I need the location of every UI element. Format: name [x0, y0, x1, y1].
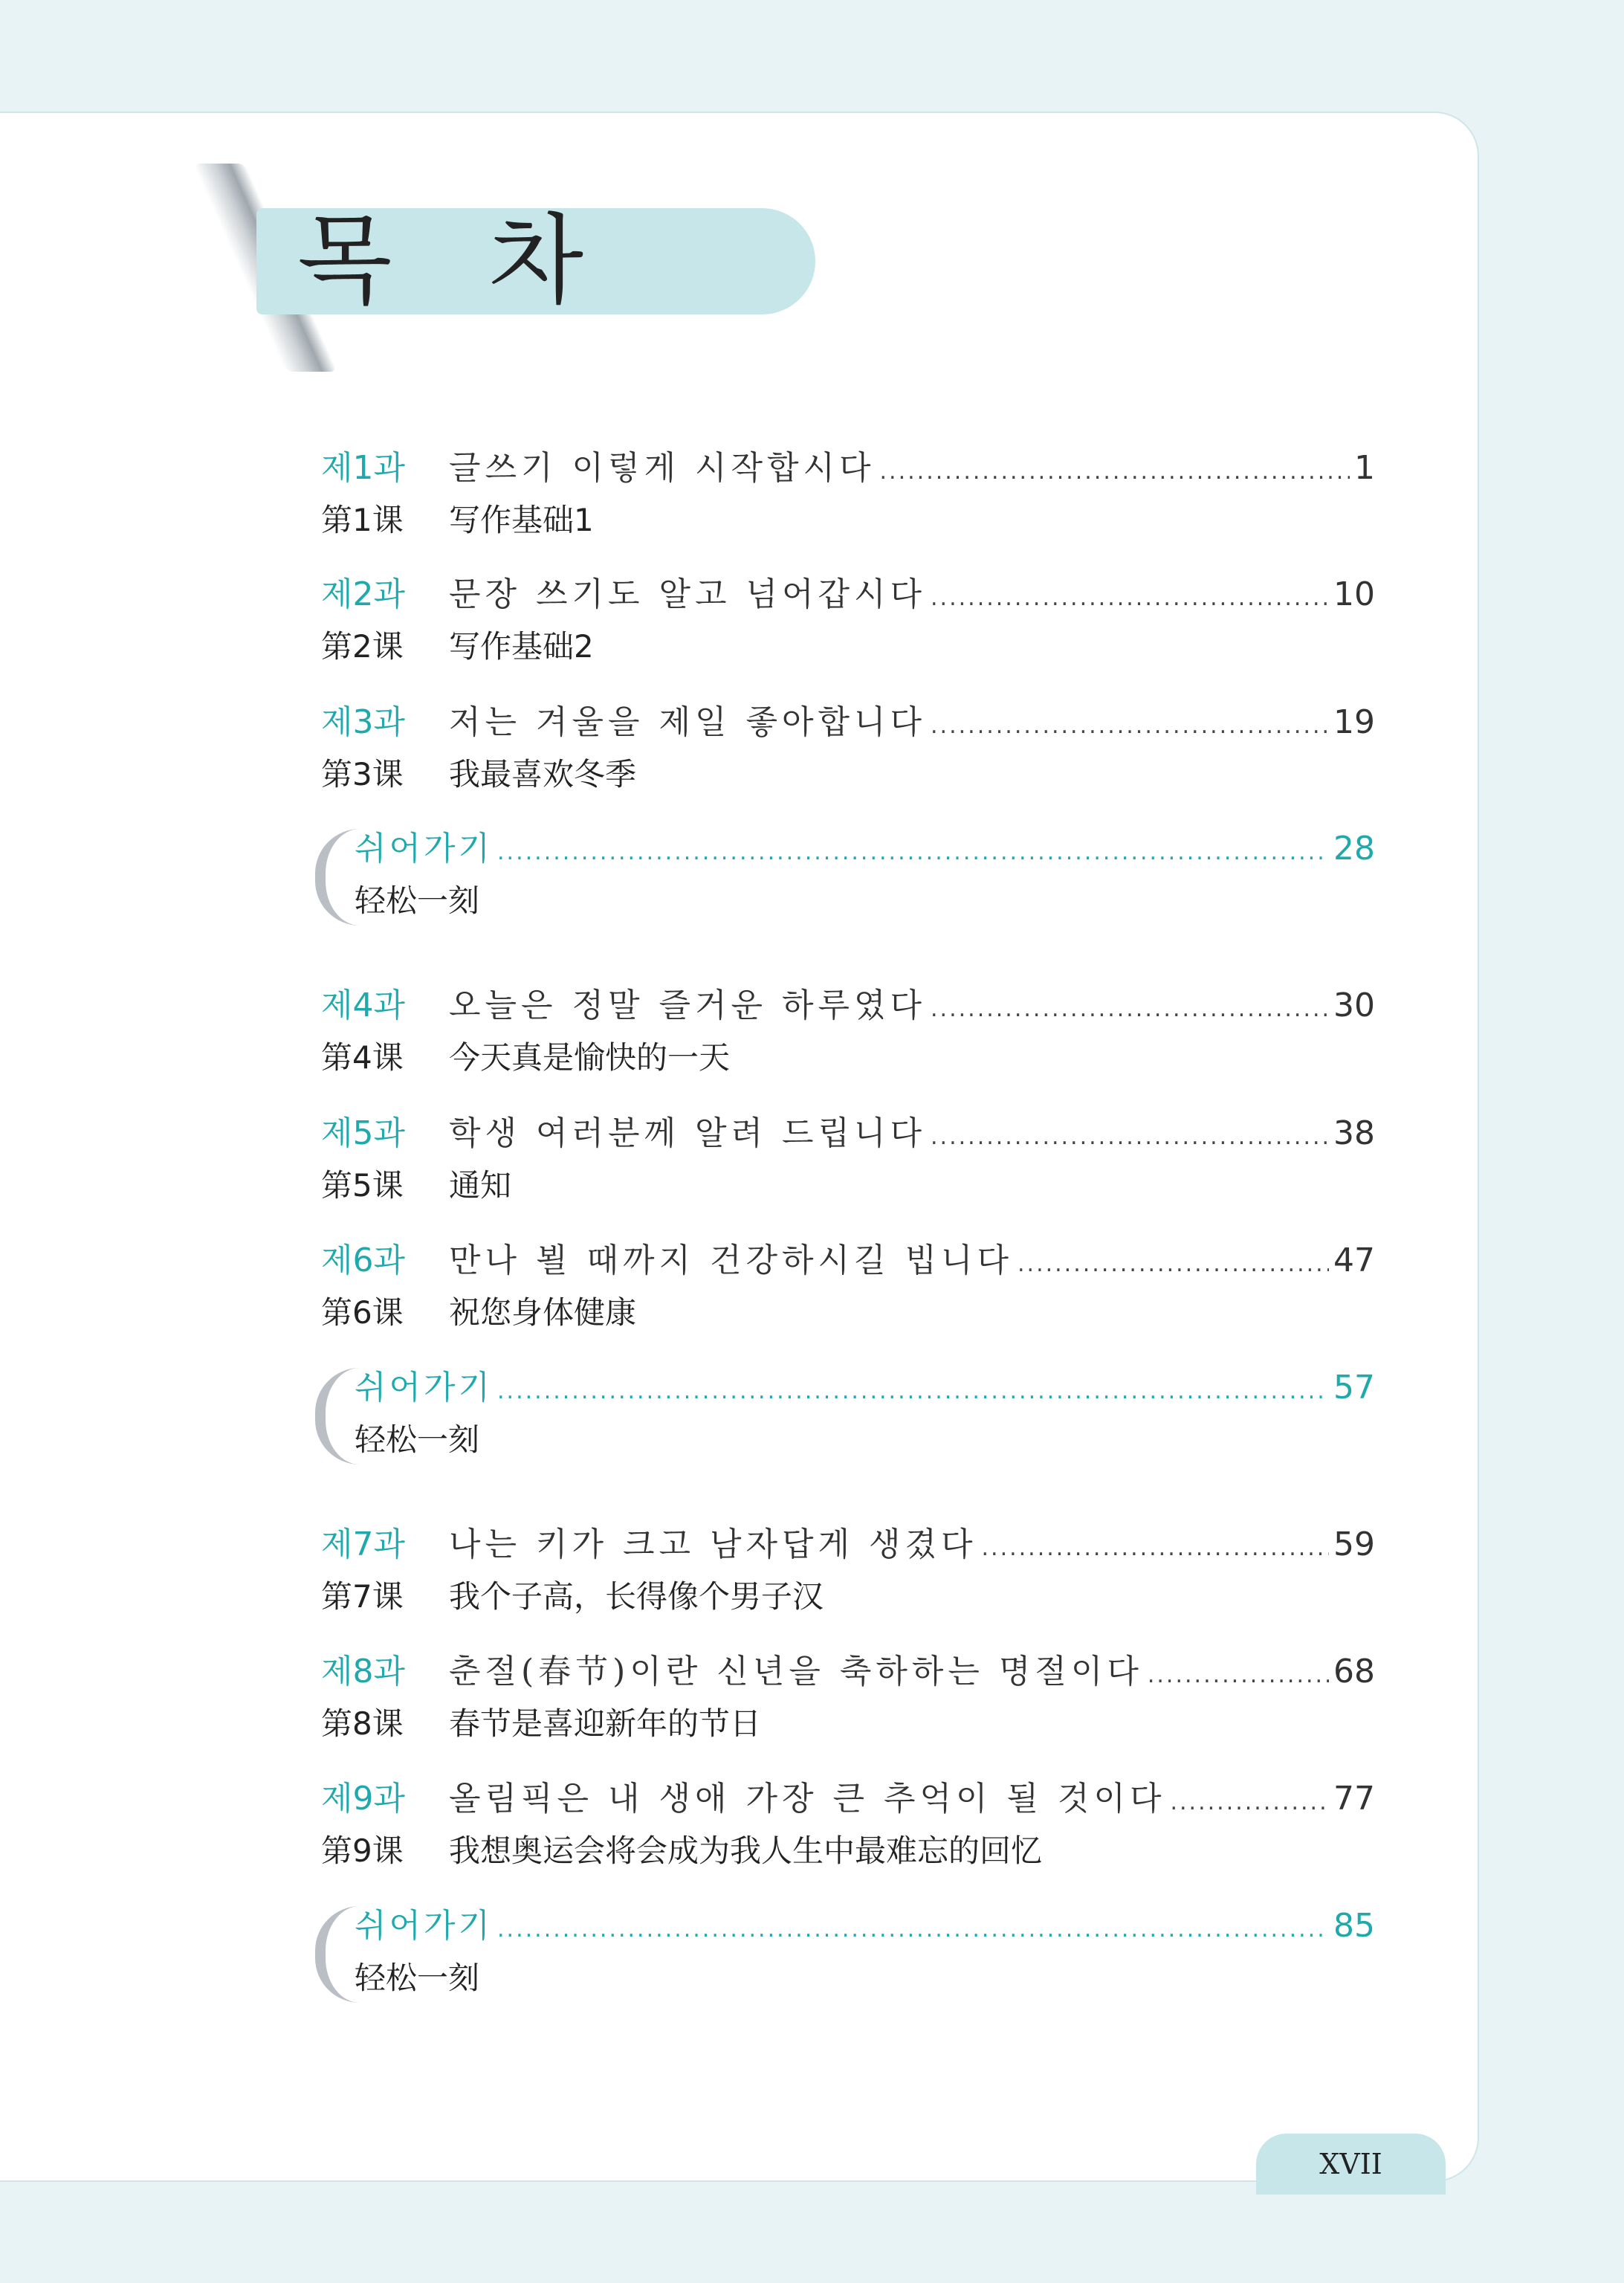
footer-page-number: XVII: [1319, 2148, 1382, 2180]
lesson-number-ko: 제1과: [321, 449, 406, 487]
lesson-title-ko: 글쓰기 이렇게 시작합시다: [449, 449, 876, 487]
toc-row-ko: [321, 1235, 1375, 1287]
lesson-number-zh: 第8课: [321, 1705, 404, 1742]
lesson-number-ko: 제3과: [321, 703, 406, 741]
lesson-number-zh: 第9课: [321, 1832, 404, 1869]
dot-leader: [931, 984, 1329, 1036]
toc-row-ko: [321, 1519, 1375, 1571]
page-number: 28: [1333, 830, 1375, 868]
lesson-number-zh: 第1课: [321, 502, 404, 538]
break-title-zh: 轻松一刻: [355, 1421, 480, 1458]
toc-row-zh: [321, 1032, 1375, 1084]
lesson-number-ko: 제5과: [321, 1114, 406, 1152]
break-title-ko: 쉬어가기: [355, 1907, 494, 1945]
dot-leader: [931, 700, 1329, 752]
lesson-title-zh: 今天真是愉快的一天: [449, 1039, 731, 1076]
toc-row-zh: [321, 1160, 1375, 1212]
dot-leader: [1018, 1239, 1329, 1291]
page-number: 47: [1333, 1241, 1375, 1279]
toc-row-zh: [321, 875, 1375, 927]
toc-entry-break-1[interactable]: [321, 823, 1375, 927]
page-number: 30: [1333, 986, 1375, 1024]
lesson-title-ko: 오늘은 정말 즐거운 하루였다: [449, 986, 927, 1024]
toc-row-ko: [321, 823, 1375, 875]
break-title-zh: 轻松一刻: [355, 1960, 480, 1996]
lesson-title-zh: 我最喜欢冬季: [449, 756, 637, 792]
toc-row-ko: [321, 697, 1375, 749]
lesson-title-ko: 저는 겨울을 제일 좋아합니다: [449, 703, 927, 741]
toc-row-ko: [321, 1362, 1375, 1414]
toc-row-ko: [321, 569, 1375, 621]
dot-leader: [497, 827, 1329, 879]
toc-row-zh: [321, 494, 1375, 546]
toc-row-zh: [321, 1571, 1375, 1623]
toc-row-ko: [321, 1108, 1375, 1160]
dot-leader: [931, 572, 1329, 624]
toc-entry-lesson-1[interactable]: [321, 442, 1375, 546]
dot-leader: [497, 1366, 1329, 1418]
break-title-ko: 쉬어가기: [355, 1369, 494, 1407]
lesson-title-ko: 문장 쓰기도 알고 넘어갑시다: [449, 575, 927, 613]
lesson-number-zh: 第3课: [321, 756, 404, 792]
toc-entry-lesson-5[interactable]: [321, 1108, 1375, 1212]
lesson-title-ko: 올림픽은 내 생애 가장 큰 추억이 될 것이다: [449, 1780, 1166, 1818]
toc-row-zh: [321, 1287, 1375, 1339]
toc-row-ko: [321, 1900, 1375, 1952]
page-number: 85: [1333, 1907, 1375, 1945]
page-number: 38: [1333, 1114, 1375, 1152]
page-number: 10: [1333, 575, 1375, 613]
dot-leader: [880, 446, 1350, 498]
lesson-number-ko: 제6과: [321, 1241, 406, 1279]
page-number: 68: [1333, 1653, 1375, 1691]
lesson-title-zh: 通知: [449, 1167, 512, 1204]
lesson-title-ko: 만나 뵐 때까지 건강하시길 빕니다: [449, 1241, 1013, 1279]
toc-row-ko: [321, 1773, 1375, 1825]
toc-entry-lesson-3[interactable]: [321, 697, 1375, 801]
lesson-number-zh: 第5课: [321, 1167, 404, 1204]
toc-row-zh: [321, 1698, 1375, 1750]
lesson-number-ko: 제2과: [321, 575, 406, 613]
lesson-title-ko: 춘절(春节)이란 신년을 축하하는 명절이다: [449, 1653, 1143, 1691]
toc-row-zh: [321, 1825, 1375, 1877]
lesson-number-zh: 第7课: [321, 1578, 404, 1615]
page-number: 1: [1354, 449, 1375, 487]
toc-entry-break-3[interactable]: [321, 1900, 1375, 2004]
toc-entry-lesson-2[interactable]: [321, 569, 1375, 673]
page-number: 57: [1333, 1369, 1375, 1407]
page-title: 목 차: [297, 204, 616, 318]
lesson-number-ko: 제7과: [321, 1525, 406, 1563]
dot-leader: [497, 1904, 1329, 1956]
toc-row-ko: [321, 442, 1375, 494]
page-number: 19: [1333, 703, 1375, 741]
toc-entry-lesson-8[interactable]: [321, 1646, 1375, 1750]
toc-entry-lesson-7[interactable]: [321, 1519, 1375, 1623]
lesson-title-ko: 나는 키가 크고 남자답게 생겼다: [449, 1525, 977, 1563]
lesson-title-zh: 春节是喜迎新年的节日: [449, 1705, 762, 1742]
break-title-zh: 轻松一刻: [355, 882, 480, 919]
dot-leader: [982, 1522, 1330, 1575]
break-title-ko: 쉬어가기: [355, 830, 494, 868]
toc-entry-break-2[interactable]: [321, 1362, 1375, 1466]
lesson-number-ko: 제4과: [321, 986, 406, 1024]
toc-row-zh: [321, 1414, 1375, 1466]
dot-leader: [1170, 1777, 1329, 1829]
toc-entry-lesson-9[interactable]: [321, 1773, 1375, 1877]
lesson-title-zh: 写作基础2: [449, 628, 594, 665]
dot-leader: [1148, 1650, 1329, 1702]
page-number: 59: [1333, 1525, 1375, 1563]
lesson-title-zh: 我想奥运会将会成为我人生中最难忘的回忆: [449, 1832, 1043, 1869]
lesson-title-zh: 写作基础1: [449, 502, 594, 538]
toc-row-ko: [321, 1646, 1375, 1698]
dot-leader: [931, 1111, 1329, 1163]
lesson-number-ko: 제8과: [321, 1653, 406, 1691]
toc-entry-lesson-4[interactable]: [321, 980, 1375, 1084]
lesson-number-zh: 第6课: [321, 1294, 404, 1331]
toc-row-zh: [321, 749, 1375, 801]
lesson-title-zh: 祝您身体健康: [449, 1294, 637, 1331]
lesson-title-ko: 학생 여러분께 알려 드립니다: [449, 1114, 927, 1152]
lesson-number-ko: 제9과: [321, 1780, 406, 1818]
toc-row-zh: [321, 621, 1375, 673]
lesson-number-zh: 第4课: [321, 1039, 404, 1076]
toc-row-zh: [321, 1952, 1375, 2004]
lesson-title-zh: 我个子高，长得像个男子汉: [449, 1578, 824, 1615]
toc-entry-lesson-6[interactable]: [321, 1235, 1375, 1339]
page-number: 77: [1333, 1780, 1375, 1818]
toc-row-ko: [321, 980, 1375, 1032]
lesson-number-zh: 第2课: [321, 628, 404, 665]
